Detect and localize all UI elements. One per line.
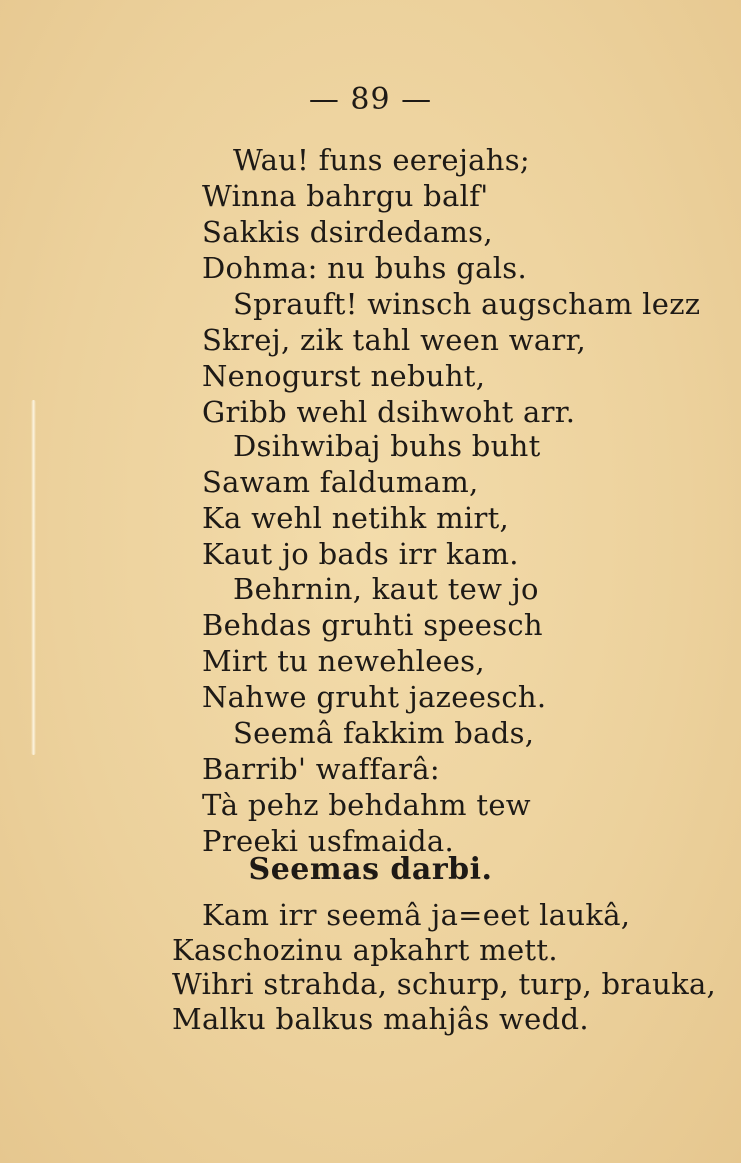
poem-line: Dohma: nu buhs gals. xyxy=(202,251,527,285)
poem-line: Wau! funs eerejahs; xyxy=(233,143,530,177)
poem-line: Preeki usfmaida. xyxy=(202,824,454,858)
poem-line: Skrej, zik tahl ween warr, xyxy=(202,323,587,357)
poem-line: Nahwe gruht jazeesch. xyxy=(202,680,547,714)
section-title: Seemas darbi. xyxy=(248,852,493,887)
poem-line: Malku balkus mahjâs wedd. xyxy=(172,1002,589,1036)
poem-line: Kaut jo bads irr kam. xyxy=(202,537,519,571)
poem-line: Gribb wehl dsihwoht arr. xyxy=(202,395,576,429)
poem-line: Behrnin, kaut tew jo xyxy=(233,572,539,606)
poem-line: Mirt tu newehlees, xyxy=(202,644,485,678)
poem-line: Sprauft! winsch augscham lezz xyxy=(233,287,701,321)
page-fold-mark xyxy=(31,400,36,755)
poem-line: Dsihwibaj buhs buht xyxy=(233,429,541,463)
poem-line: Winna bahrgu balf' xyxy=(202,179,489,213)
poem-line: Sakkis dsirdedams, xyxy=(202,215,493,249)
poem-line: Kam irr seemâ ja=eet laukâ, xyxy=(202,898,631,932)
poem-line: Nenogurst nebuht, xyxy=(202,359,486,393)
poem-line: Wihri strahda, schurp, turp, brauka, xyxy=(172,967,717,1001)
poem-line: Kaschozinu apkahrt mett. xyxy=(172,933,558,967)
poem-line: Ka wehl netihk mirt, xyxy=(202,501,510,535)
poem-line: Behdas gruhti speesch xyxy=(202,608,543,642)
poem-line: Barrib' waffarâ: xyxy=(202,752,440,786)
poem-line: Seemâ fakkim bads, xyxy=(233,716,535,750)
poem-line: Sawam faldumam, xyxy=(202,465,479,499)
poem-line: Tà pehz behdahm tew xyxy=(202,788,531,822)
page-number: — 89 — xyxy=(308,82,433,117)
